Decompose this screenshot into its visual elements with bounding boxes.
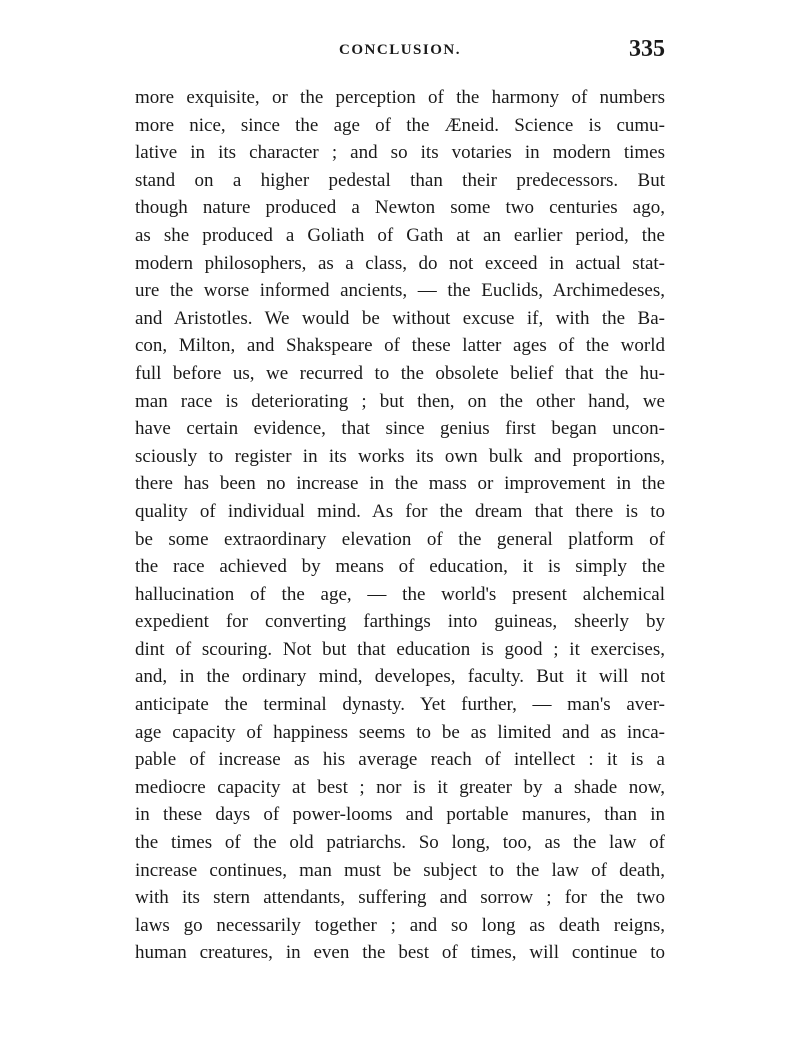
text-line: and, in the ordinary mind, developes, faculty. But it will not — [135, 666, 665, 688]
text-line: and Aristotles. We would be without excuse if, with the Ba- — [135, 307, 665, 329]
text-line: full before us, we recurred to the obsolete belief that the hu- — [135, 362, 665, 384]
body-text — [135, 84, 665, 967]
text-line: as she produced a Goliath of Gath at an earlier period, the — [135, 224, 665, 246]
text-line: increase continues, man must be subject to the law of death, — [135, 859, 665, 881]
text-line: expedient for converting farthings into guineas, sheerly by — [135, 611, 665, 633]
text-line: mediocre capacity at best ; nor is it greater by a shade now, — [135, 776, 665, 798]
text-line: there has been no increase in the mass or improvement in the — [135, 473, 665, 495]
running-title: CONCLUSION. — [339, 42, 461, 58]
text-line: pable of increase as his average reach of intellect : it is a — [135, 749, 665, 771]
text-line: the race achieved by means of education, it is simply the — [135, 556, 665, 578]
text-line: more nice, since the age of the Æneid. Science is cumu- — [135, 114, 665, 136]
text-line: anticipate the terminal dynasty. Yet further, — man's aver- — [135, 694, 665, 716]
text-line: quality of individual mind. As for the dream that there is to — [135, 500, 665, 522]
text-line: the times of the old patriarchs. So long, too, as the law of — [135, 832, 665, 854]
text-line: have certain evidence, that since genius first began uncon- — [135, 418, 665, 440]
text-line: more exquisite, or the perception of the harmony of numbers — [135, 87, 665, 108]
text-line: ure the worse informed ancients, — the Euclids, Archimedeses, — [135, 280, 665, 302]
text-line: sciously to register in its works its own bulk and proportions, — [135, 445, 665, 467]
text-line: human creatures, in even the best of times, will continue to — [135, 942, 665, 964]
text-line: hallucination of the age, — the world's present alchemical — [135, 583, 665, 605]
page-number: 335 — [629, 36, 665, 62]
text-line: age capacity of happiness seems to be as limited and as inca- — [135, 721, 665, 743]
text-line: lative in its character ; and so its votaries in modern times — [135, 142, 665, 164]
text-line: though nature produced a Newton some two centuries ago, — [135, 197, 665, 219]
text-line: in these days of power-looms and portable manures, than in — [135, 804, 665, 826]
text-line: laws go necessarily together ; and so long as death reigns, — [135, 914, 665, 936]
text-line: dint of scouring. Not but that education is good ; it exercises, — [135, 638, 665, 660]
text-line: man race is deteriorating ; but then, on the other hand, we — [135, 390, 665, 412]
text-line: be some extraordinary elevation of the general platform of — [135, 528, 665, 550]
text-line: modern philosophers, as a class, do not exceed in actual stat- — [135, 252, 665, 274]
running-head — [135, 36, 665, 66]
text-line: with its stern attendants, suffering and sorrow ; for the two — [135, 887, 665, 909]
text-line: con, Milton, and Shakspeare of these latter ages of the world — [135, 335, 665, 357]
text-line: stand on a higher pedestal than their predecessors. But — [135, 169, 665, 191]
